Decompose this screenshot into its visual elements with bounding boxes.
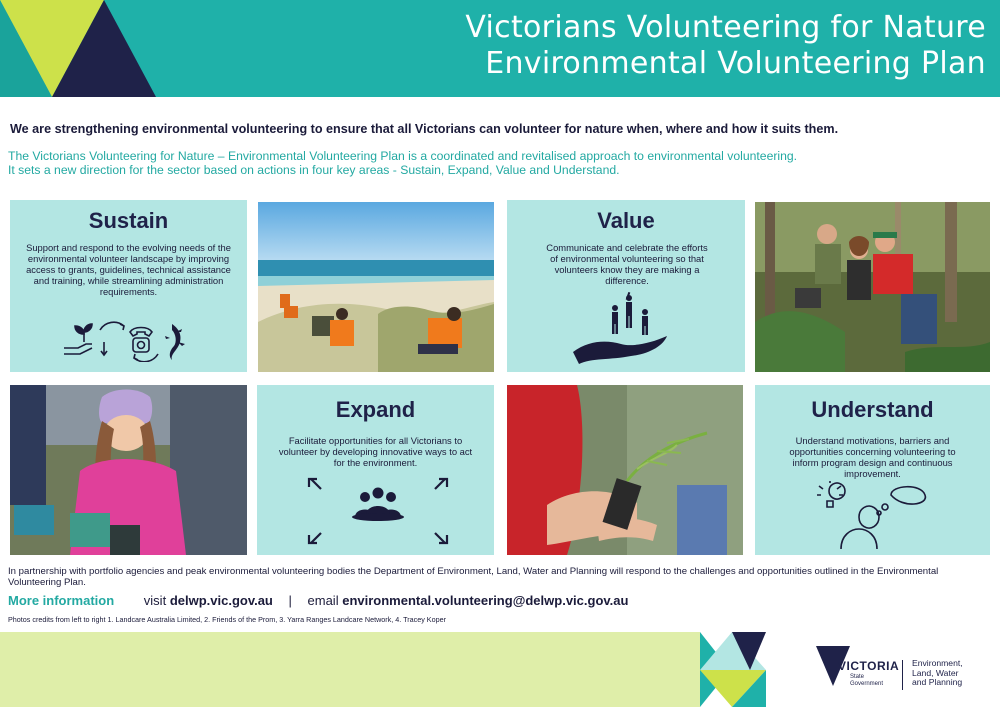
- sustain-text: Support and respond to the evolving needs of the environmental volunteer landscape by improving access to grants, guidelines, technical assistance and training, while streamlining administration requirements.: [26, 242, 231, 297]
- contact-separator: |: [288, 593, 292, 608]
- lizard-icon: [165, 324, 185, 360]
- person-icon: [841, 506, 879, 549]
- partnership-statement: In partnership with portfolio agencies and peak environmental volunteering bodies the Department of Environment, Land, Water and Planning will respond to the challenges and opportunities outlined in the Environmental Volunteering Plan.: [8, 566, 939, 588]
- page-title: [465, 10, 986, 82]
- understand-icons: [815, 481, 935, 553]
- page-title-line2: Environmental Volunteering Plan: [485, 46, 986, 81]
- sustain-tile: [10, 200, 247, 372]
- expand-text: Facilitate opportunities for all Victorians to volunteer by developing innovative ways to act for the environment.: [278, 435, 473, 468]
- visit-label: visit: [143, 593, 167, 608]
- expand-tile: [257, 385, 494, 555]
- department-line3: and Planning: [912, 677, 963, 687]
- state-label: State: [850, 674, 865, 680]
- expand-icons: [303, 473, 453, 549]
- seedling-photo: [507, 385, 743, 555]
- value-tile: [507, 200, 745, 372]
- page-title-line1: Victorians Volunteering for Nature: [465, 10, 986, 45]
- telephone-icon: [130, 328, 152, 353]
- department-line1: Environment,: [912, 658, 963, 668]
- header-triangles-graphic: [0, 0, 170, 97]
- value-text: Communicate and celebrate the efforts of environmental volunteering so that volunteers know they are making a difference.: [546, 242, 708, 286]
- state-government-label: [850, 674, 883, 687]
- victoria-government-logo: [816, 646, 996, 692]
- photo-credits: Photos credits from left to right 1. Landcare Australia Limited, 2. Friends of the Prom, 3. Yarra Ranges Landcare Network, 4. Tracey Koper: [8, 615, 446, 624]
- intro-description-line2: It sets a new direction for the sector based on actions in four key areas - Sustain, Expand, Value and Understand.: [8, 163, 620, 177]
- contact-row: [8, 593, 628, 608]
- sustain-icons: [60, 318, 200, 362]
- lightbulb-icon: [817, 481, 845, 507]
- girl-planting-photo: [10, 385, 247, 555]
- intro-statement: We are strengthening environmental volunteering to ensure that all Victorians can volunteer for nature when, where and how it suits them.: [10, 122, 839, 136]
- forest-volunteers-photo: [755, 202, 990, 372]
- government-label: Government: [850, 680, 884, 687]
- understand-title: Understand: [811, 397, 934, 422]
- logo-divider: [902, 660, 903, 690]
- hand-holding-people-icon: [571, 292, 671, 366]
- sustain-title: Sustain: [88, 208, 169, 233]
- understand-text: Understand motivations, barriers and opportunities concerning volunteering to inform program design and continuous improvement.: [789, 435, 956, 479]
- department-name: [912, 659, 963, 688]
- more-info-label: More information: [8, 593, 115, 608]
- intro-description: [8, 149, 988, 177]
- email-link[interactable]: environmental.volunteering@delwp.vic.gov.au: [342, 593, 629, 608]
- intro-description-line1: The Victorians Volunteering for Nature – Environmental Volunteering Plan is a coordinated and revitalised approach to environmental volunteering.: [8, 149, 798, 163]
- beach-volunteers-photo: [258, 202, 494, 372]
- value-title: Value: [597, 208, 655, 233]
- expand-title: Expand: [335, 397, 416, 422]
- understand-tile: [755, 385, 990, 555]
- department-line2: Land, Water: [912, 667, 959, 678]
- footer-triangles-graphic: [700, 632, 770, 707]
- thought-bubble-icon: [877, 487, 925, 515]
- hand-plant-icon: [64, 324, 92, 354]
- victoria-wordmark: VICTORIA: [838, 659, 900, 673]
- group-people-icon: [352, 488, 404, 522]
- header-banner: [0, 0, 1000, 97]
- website-link[interactable]: delwp.vic.gov.au: [169, 593, 273, 608]
- email-label: email: [307, 593, 339, 608]
